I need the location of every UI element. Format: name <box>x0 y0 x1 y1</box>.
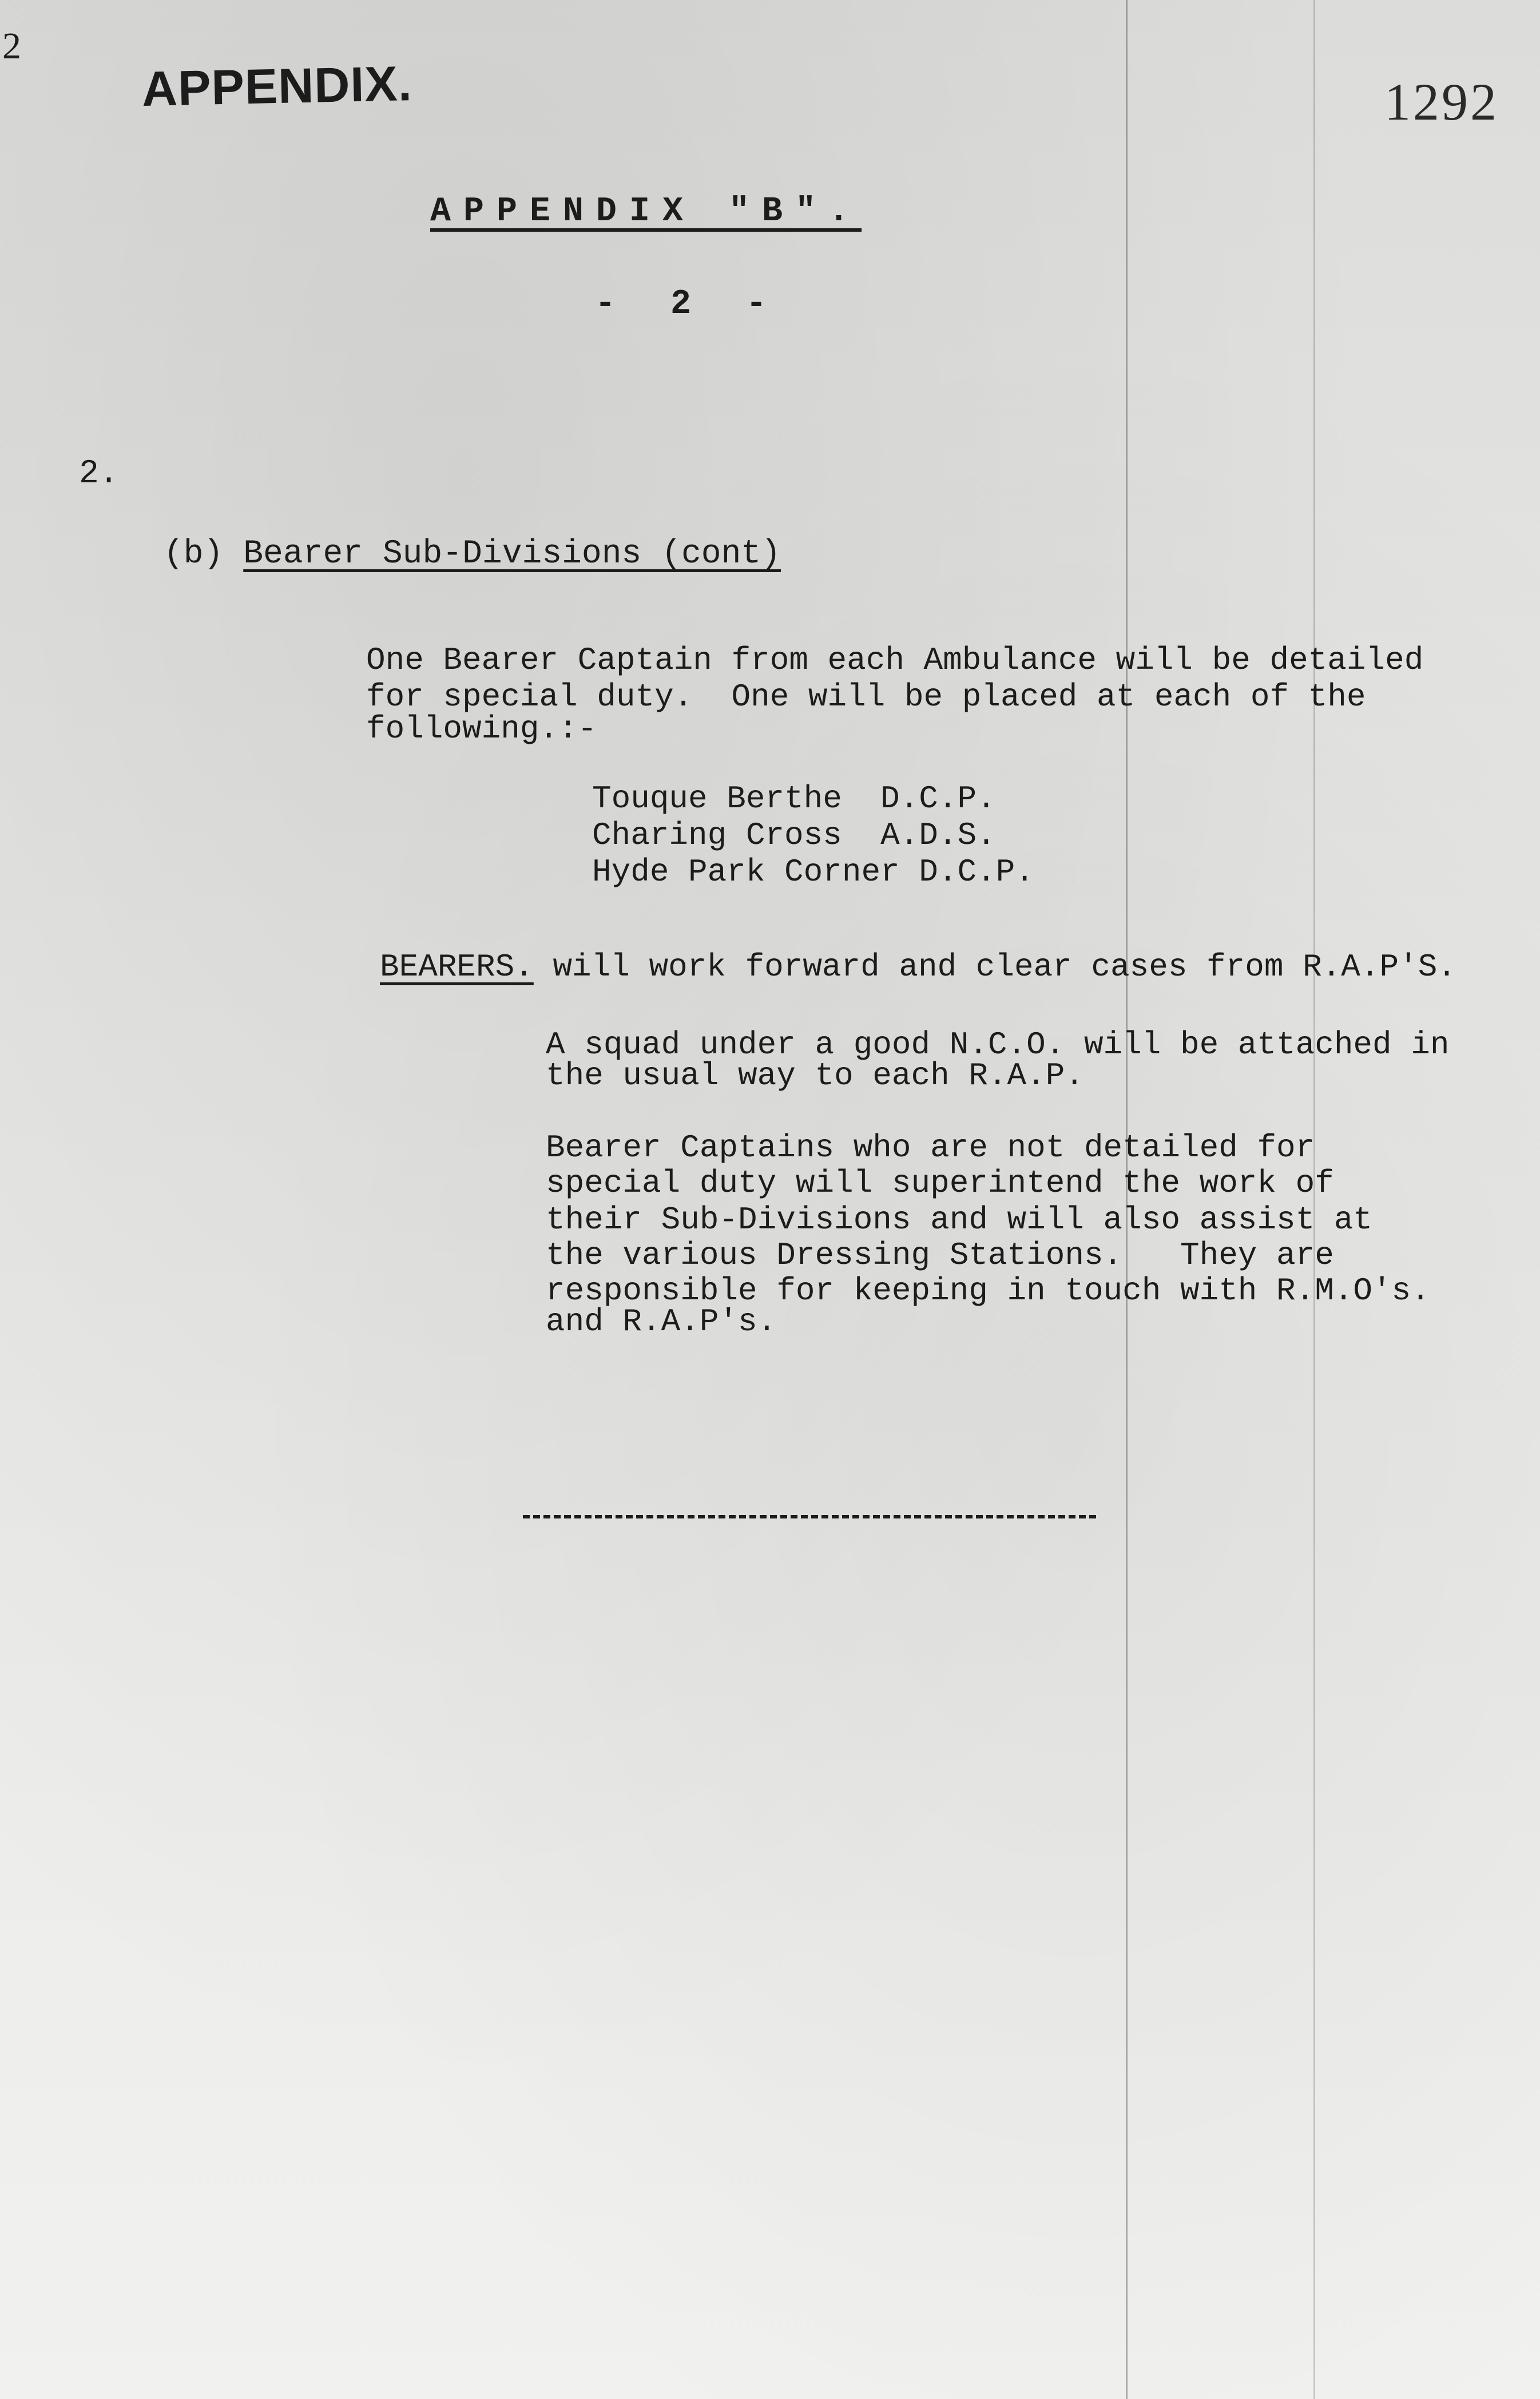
document-heading: APPENDIX "B". <box>430 192 862 231</box>
section-number: 2. <box>79 455 119 493</box>
section-title: Bearer Sub-Divisions (cont) <box>243 536 781 573</box>
paragraph-line: the various Dressing Stations. They are <box>546 1237 1334 1274</box>
section-label: (b) <box>164 536 224 573</box>
bearers-label: BEARERS. <box>380 949 534 985</box>
paragraph-line: A squad under a good N.C.O. will be attached in <box>546 1026 1450 1063</box>
bearers-paragraph <box>380 951 1456 983</box>
appendix-stamp: APPENDIX. <box>141 56 413 117</box>
location-item: Touque Berthe D.C.P. <box>592 780 996 817</box>
paragraph-line: and R.A.P's. <box>546 1303 777 1340</box>
paragraph-line: One Bearer Captain from each Ambulance will be detailed <box>366 642 1424 679</box>
paragraph-line: for special duty. One will be placed at each of the <box>366 679 1366 715</box>
section-heading <box>164 538 781 571</box>
paragraph-line: responsible for keeping in touch with R.M.O's. <box>546 1272 1430 1309</box>
folio-number: 1292 <box>1384 73 1499 131</box>
paragraph-line: following.:- <box>366 711 597 747</box>
end-divider <box>523 1515 1096 1518</box>
bearers-text: will work forward and clear cases from R.A.P'S. <box>533 949 1456 985</box>
paragraph-line: Bearer Captains who are not detailed for <box>546 1129 1315 1166</box>
edge-page-number: 2 <box>2 25 21 67</box>
location-item: Charing Cross A.D.S. <box>592 817 996 854</box>
paragraph-line: their Sub-Divisions and will also assist at <box>546 1202 1373 1238</box>
location-item: Hyde Park Corner D.C.P. <box>592 854 1034 890</box>
paragraph-line: special duty will superintend the work of <box>546 1165 1334 1202</box>
paragraph-line: the usual way to each R.A.P. <box>546 1057 1084 1094</box>
page-number: - 2 - <box>595 285 784 324</box>
